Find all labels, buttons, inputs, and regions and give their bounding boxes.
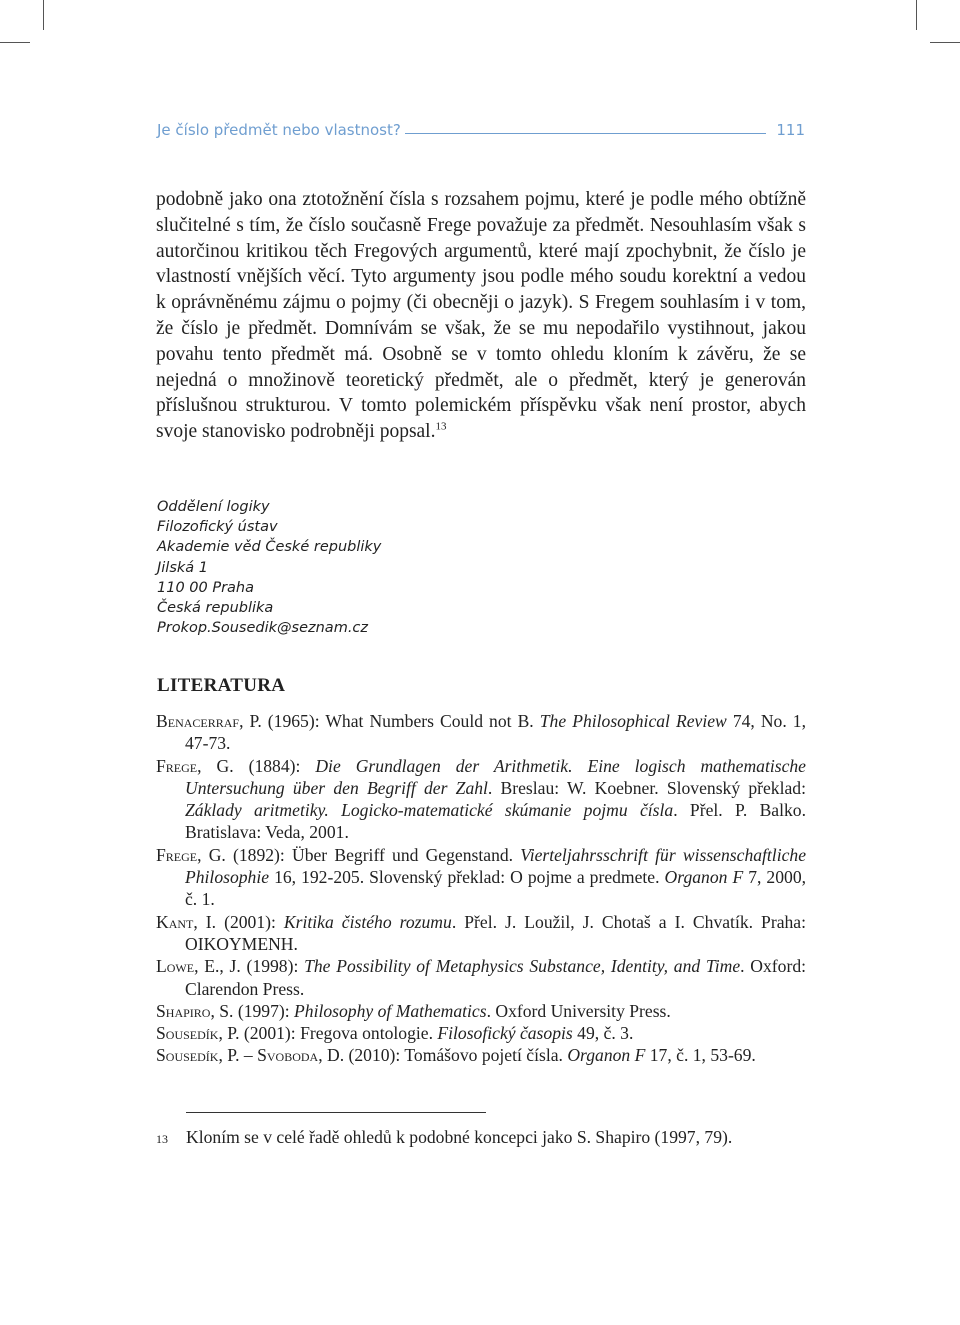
crop-mark — [0, 42, 30, 43]
reference-item — [156, 911, 806, 956]
header-title: Je číslo předmět nebo vlastnost? — [157, 121, 401, 139]
ref-text: . Oxford University Press. — [486, 1000, 671, 1021]
reference-item — [156, 1044, 806, 1066]
ref-text: (1998): — [240, 956, 305, 977]
ref-title: The Possibility of Metaphysics Substance, Identity, and Time — [304, 956, 741, 977]
address-line: 110 00 Praha — [157, 579, 255, 596]
ref-title: Die Grundlagen der Arithmetik. Eine logisch mathematische Untersuchung über den Begriff der Zahl — [185, 755, 806, 798]
ref-title: The Philosophical Review — [539, 711, 727, 731]
footnote-text: Kloním se v celé řadě ohledů k podobné koncepci jako S. Shapiro (1997, 79). — [186, 1127, 733, 1147]
ref-author: Frege — [156, 755, 198, 776]
literature-heading: LITERATURA — [157, 675, 286, 696]
ref-initials: , P. – — [218, 1045, 258, 1066]
ref-initials: , I. — [193, 911, 217, 932]
ref-text: 17, č. 1, 53-69. — [645, 1045, 756, 1066]
ref-author: Shapiro — [156, 1000, 211, 1021]
ref-text: (1892): Über Begriff und Gegenstand. — [225, 844, 521, 865]
ref-text: (1965): What Numbers Could not B. — [261, 711, 540, 731]
address-line: Akademie věd České republiky — [157, 539, 382, 556]
ref-title: Základy aritmetiky. Logicko-matematické skúmanie pojmu čísla — [185, 800, 674, 821]
ref-text: 16, 192-205. Slovenský překlad: O pojme a predmete. — [269, 867, 665, 888]
footnote-reference: 13 — [435, 420, 447, 433]
ref-text: (1997): — [233, 1000, 295, 1021]
reference-item — [156, 710, 806, 755]
ref-title: Kritika čistého rozumu — [283, 911, 452, 932]
ref-text: . Breslau: W. Koebner. Slovenský překlad: — [487, 777, 806, 798]
ref-text: . Přel. P. Balko. Bratislava: Veda, 2001. — [185, 800, 806, 843]
author-email: Prokop.Sousedik@seznam.cz — [157, 620, 369, 637]
ref-author: Kant — [156, 911, 194, 932]
address-line: Oddělení logiky — [157, 499, 270, 515]
ref-initials: , P. — [239, 711, 262, 731]
ref-initials: , G. — [197, 755, 234, 776]
ref-text: (2001): — [216, 911, 284, 932]
crop-mark — [916, 0, 917, 30]
crop-mark — [43, 0, 44, 30]
ref-text: 7, 2000, č. 1. — [185, 867, 807, 910]
footnote-number: 13 — [156, 1132, 168, 1146]
ref-initials: , E., J. — [194, 956, 241, 977]
ref-title: Philosophy of Mathematics — [294, 1000, 487, 1021]
author-address — [157, 497, 381, 638]
reference-list — [156, 710, 806, 1067]
ref-text: . Oxford: Clarendon Press. — [185, 956, 807, 999]
body-paragraph — [156, 187, 806, 445]
reference-item — [156, 955, 806, 1000]
page-number: 111 — [776, 121, 805, 139]
paragraph-text: podobně jako ona ztotožnění čísla s rozsahem pojmu, které je podle mého obtížně slučitelné s tím, že číslo současně Frege považuje za předmět. Nesouhlasím však s autorčinou kritikou těch Fregových argumentů, které mají zpochybnit, že číslo je vlastností vnějších věcí. Tyto argumenty jsou podle mého soudu korektní a vedou k oprávněnému zájmu o pojmy (či obecněji o jazyk). S Fregem souhlasím i v tom, že číslo je předmět. Domnívám se však, že se mu nepodařilo vystihnout, jakou povahu tento předmět má. Osobně se v tomto ohledu kloním k závěru, že se nejedná o množinově teoretický předmět, ale o předmět, který je generován příslušnou strukturou. V tomto polemickém příspěvku však není prostor, abych svoje stanovisko podrobněji popsal. — [156, 189, 806, 443]
ref-title: Organon F — [664, 867, 744, 888]
address-line: Filozofický ústav — [157, 519, 278, 536]
ref-author: Sousedík — [156, 1023, 219, 1044]
reference-item — [156, 1022, 806, 1044]
ref-title: Vierteljahrsschrift für wissenschaftliche Philosophie — [185, 844, 807, 888]
header-rule — [405, 133, 767, 134]
ref-text: 74, No. 1, 47-73. — [185, 711, 806, 754]
ref-author: Svoboda — [257, 1045, 319, 1066]
footnote-separator — [186, 1112, 486, 1113]
ref-initials: , G. — [197, 844, 226, 865]
ref-title: Organon F — [567, 1045, 646, 1066]
ref-initials: , S. — [210, 1000, 234, 1021]
ref-text: (2001): Fregova ontologie. — [239, 1023, 438, 1044]
address-line: Jilská 1 — [157, 559, 209, 576]
ref-title: Filosofický časopis — [437, 1023, 573, 1044]
ref-author: Benacerraf — [156, 711, 240, 731]
reference-item — [156, 1000, 806, 1022]
crop-mark — [930, 42, 960, 43]
ref-author: Frege — [156, 844, 198, 865]
ref-text: 49, č. 3. — [572, 1023, 634, 1044]
ref-author: Lowe — [156, 956, 195, 977]
reference-item — [156, 755, 806, 844]
running-header — [157, 117, 805, 139]
reference-item — [156, 844, 806, 911]
footnote — [156, 1126, 806, 1148]
ref-text: , D. (2010): Tomášovo pojetí čísla. — [318, 1045, 568, 1066]
ref-author: Sousedík — [156, 1045, 219, 1066]
ref-initials: , P. — [218, 1023, 240, 1044]
address-line: Česká republika — [157, 600, 274, 617]
ref-text: . Přel. J. Loužil, J. Chotaš a I. Chvatík. Praha: OIKOYMENH. — [185, 911, 807, 954]
ref-text: (1884): — [233, 755, 316, 776]
